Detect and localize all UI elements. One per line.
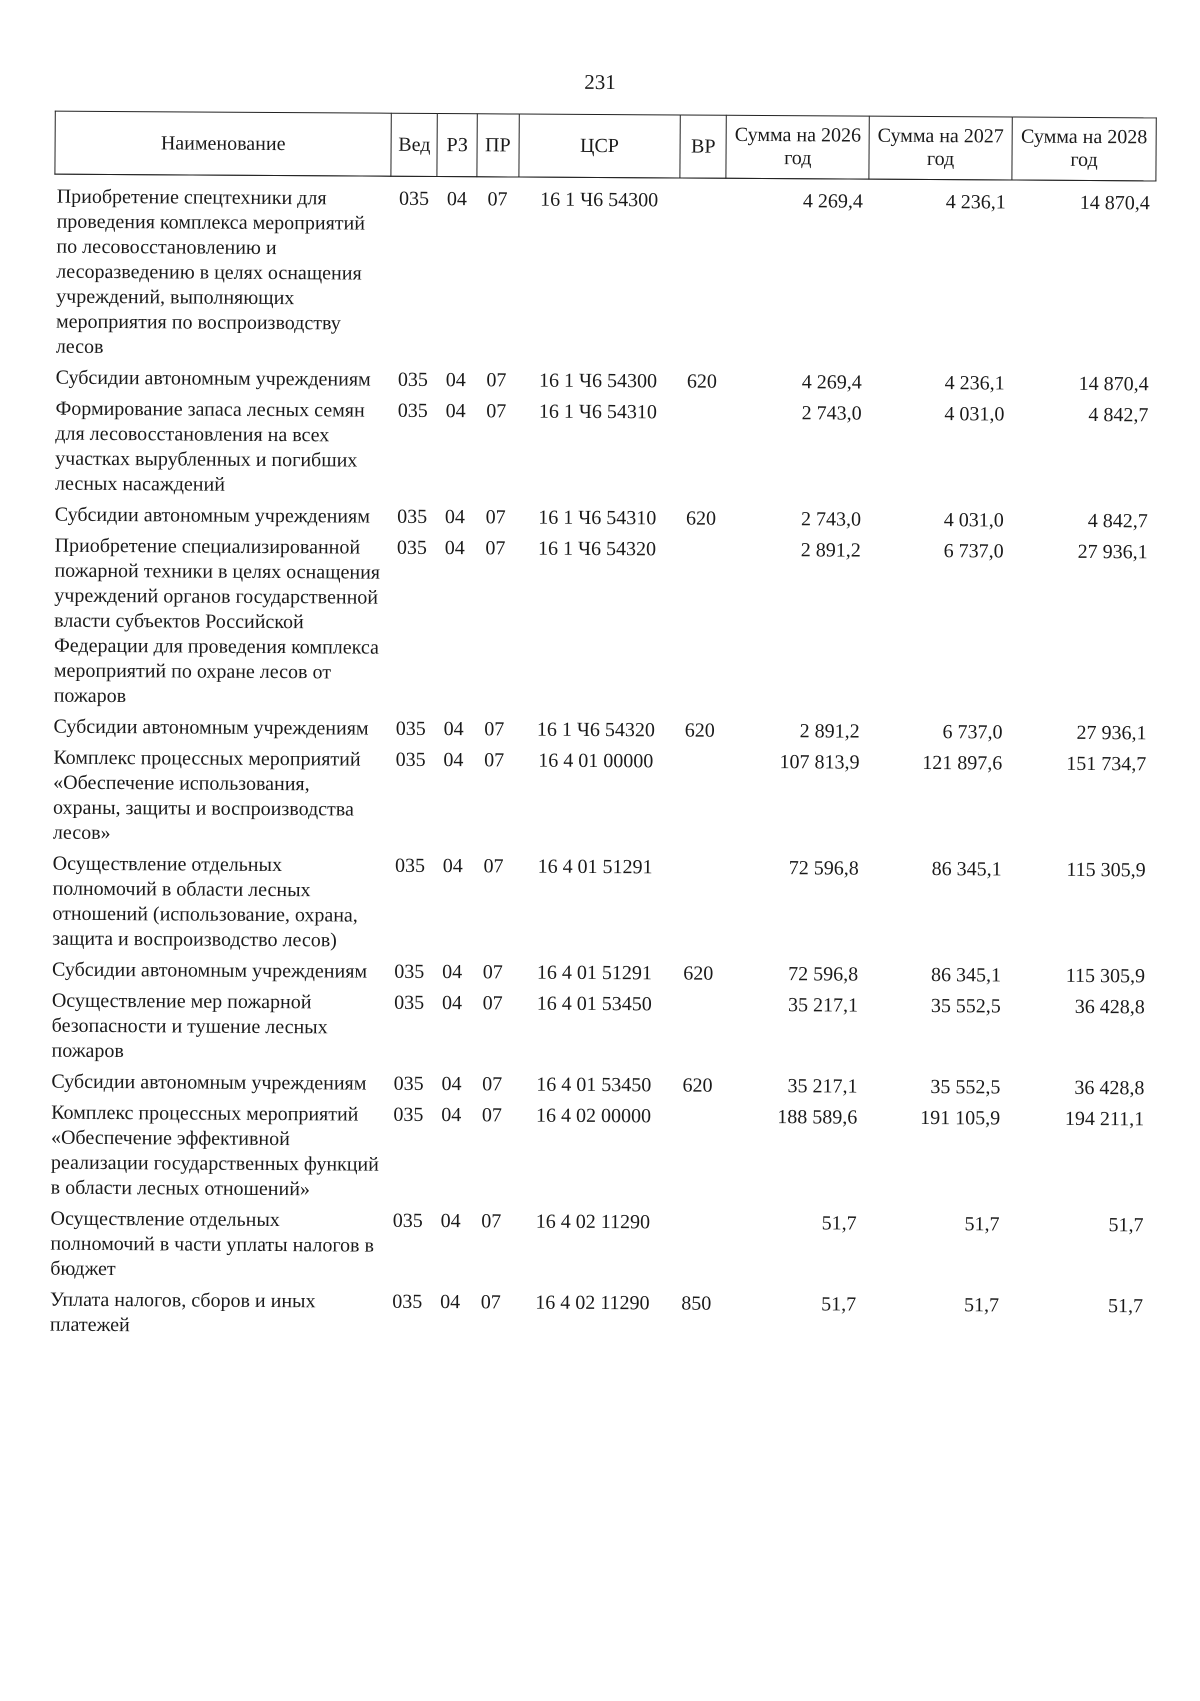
row-csr: 16 1 Ч6 54310: [538, 400, 657, 424]
row-sum-2026: 188 589,6: [777, 1106, 858, 1129]
page-number: 231: [584, 69, 616, 95]
row-ved: 035: [396, 536, 427, 559]
row-rz: 04: [443, 749, 464, 772]
row-sum-2027: 86 345,1: [930, 964, 1002, 987]
row-sum-2026: 72 596,8: [788, 857, 859, 880]
row-sum-2028: 115 305,9: [1066, 858, 1146, 882]
table-row: [50, 846, 1152, 959]
row-sum-2026: 72 596,8: [788, 963, 859, 986]
row-csr: 16 4 01 53450: [536, 1073, 652, 1097]
row-sum-2026: 4 269,4: [801, 371, 862, 394]
header-name: Наименование: [55, 111, 392, 176]
table-body: [48, 174, 1156, 1344]
row-sum-2026: 2 743,0: [800, 508, 862, 531]
row-csr: 16 4 01 51291: [536, 961, 653, 985]
row-ved: 035: [394, 960, 425, 983]
row-sum-2026: 2 891,2: [799, 720, 860, 743]
row-csr: 16 4 02 00000: [536, 1104, 652, 1128]
row-name: Субсидии автономным учреждениям: [54, 503, 370, 528]
row-rz: 04: [440, 1210, 461, 1233]
row-name: Субсидии автономным учреждениям: [55, 366, 371, 391]
row-name: Осуществление мер пожарной безопасности и тушение лесных пожаров: [51, 989, 328, 1063]
row-csr: 16 1 Ч6 54320: [536, 718, 656, 742]
row-csr: 16 4 01 53450: [536, 992, 652, 1016]
row-name: Комплекс процессных мероприятий «Обеспечение эффективной реализации государственных функций в области лесных отношений»: [50, 1101, 379, 1201]
row-rz: 04: [446, 188, 467, 211]
row-ved: 035: [394, 991, 425, 1014]
row-rz: 04: [440, 1291, 461, 1314]
table-row: [49, 983, 1150, 1071]
row-csr: 16 1 Ч6 54310: [538, 506, 657, 530]
row-rz: 04: [444, 537, 465, 560]
row-sum-2028: 36 428,8: [1074, 995, 1145, 1019]
row-sum-2027: 51,7: [963, 1294, 1000, 1317]
table-row: [48, 1282, 1149, 1345]
row-sum-2027: 4 236,1: [945, 191, 1006, 214]
header-ved: Вед: [391, 113, 438, 176]
row-pr: 07: [483, 855, 504, 878]
row-vr: 620: [682, 1074, 713, 1097]
row-rz: 04: [441, 992, 463, 1015]
budget-table: [47, 111, 1156, 1345]
row-ved: 035: [393, 1072, 424, 1095]
header-rz: РЗ: [437, 114, 477, 177]
row-name: Приобретение спецтехники для проведения комплекса мероприятий по лесовосстановлению и лесоразведению в целях оснащения учреждений, выполняющих мероприятия по воспроизводству лесов: [55, 185, 366, 358]
row-vr: 850: [681, 1292, 712, 1315]
row-vr: 620: [685, 507, 717, 530]
row-vr: [675, 986, 722, 1067]
row-sum-2028: 151 734,7: [1066, 752, 1147, 776]
table-row: [51, 740, 1153, 853]
row-sum-2027: 121 897,6: [922, 751, 1003, 775]
row-sum-2028: 51,7: [1107, 1295, 1144, 1318]
row-name: Уплата налогов, сборов и иных платежей: [49, 1288, 316, 1337]
row-sum-2028: 14 870,4: [1079, 191, 1150, 215]
row-sum-2027: 4 031,0: [943, 509, 1004, 532]
table-row: [54, 174, 1156, 366]
row-sum-2026: 4 269,4: [802, 190, 863, 213]
row-vr: 620: [684, 719, 715, 742]
row-name: Субсидии автономным учреждениям: [51, 1070, 367, 1095]
row-csr: 16 1 Ч6 54300: [539, 369, 658, 393]
header-pr: ПР: [477, 114, 519, 177]
row-pr: 07: [482, 992, 503, 1015]
row-sum-2026: 35 217,1: [787, 994, 859, 1017]
row-sum-2026: 2 891,2: [800, 539, 861, 562]
row-name: Субсидии автономным учреждениям: [51, 958, 368, 983]
row-rz: 04: [445, 369, 466, 392]
row-sum-2027: 35 552,5: [930, 1076, 1001, 1099]
row-pr: 07: [482, 1073, 503, 1096]
header-vr: ВР: [680, 115, 727, 178]
header-sum-2028: Сумма на 2028 год: [1012, 117, 1156, 181]
row-sum-2026: 51,7: [821, 1212, 857, 1235]
row-vr: [678, 394, 725, 500]
row-pr: 07: [487, 188, 508, 211]
row-vr: [677, 531, 724, 712]
row-csr: 16 1 Ч6 54300: [540, 188, 659, 212]
row-sum-2027: 6 737,0: [943, 540, 1004, 563]
row-pr: 07: [482, 961, 503, 984]
row-vr: [675, 849, 722, 955]
row-vr: [673, 1204, 720, 1285]
row-sum-2028: 51,7: [1108, 1214, 1144, 1237]
row-name: Комплекс процессных мероприятий «Обеспечение использования, охраны, защиты и воспроизводства лесов»: [52, 746, 361, 845]
row-sum-2026: 35 217,1: [787, 1075, 858, 1098]
row-name: Субсидии автономным учреждениям: [53, 715, 369, 740]
row-sum-2027: 6 737,0: [942, 721, 1003, 744]
row-csr: 16 4 01 51291: [537, 855, 653, 879]
header-sum-2027: Сумма на 2027 год: [869, 116, 1012, 180]
row-ved: 035: [398, 187, 430, 210]
header-row: [55, 111, 1156, 181]
row-ved: 035: [397, 368, 429, 391]
row-sum-2028: 194 211,1: [1064, 1107, 1145, 1131]
row-pr: 07: [486, 400, 507, 423]
row-pr: 07: [484, 718, 505, 741]
row-vr: 620: [686, 370, 717, 393]
row-pr: 07: [485, 506, 506, 529]
row-pr: 07: [481, 1210, 502, 1233]
row-vr: [676, 743, 723, 849]
row-sum-2027: 35 552,5: [930, 995, 1001, 1018]
row-sum-2028: 4 842,7: [1088, 403, 1149, 427]
row-pr: 07: [485, 537, 506, 560]
row-sum-2027: 191 105,9: [920, 1106, 1001, 1130]
row-csr: 16 4 02 11290: [535, 1210, 651, 1234]
row-ved: 035: [392, 1209, 423, 1232]
row-sum-2027: 4 236,1: [944, 372, 1005, 395]
row-rz: 04: [445, 400, 466, 423]
row-rz: 04: [443, 718, 464, 741]
row-sum-2028: 115 305,9: [1065, 964, 1146, 988]
row-ved: 035: [395, 748, 426, 771]
row-rz: 04: [444, 506, 466, 529]
row-rz: 04: [442, 961, 463, 984]
row-pr: 07: [484, 749, 505, 772]
row-vr: 620: [683, 962, 714, 985]
row-name: Осуществление отдельных полномочий в части уплаты налогов в бюджет: [50, 1207, 375, 1281]
row-rz: 04: [442, 855, 463, 878]
row-name: Приобретение специализированной пожарной техники в целях оснащения учреждений органов государственной власти субъектов Российской Федерации для проведения комплекса мероприятий по охране лесов от пожаров: [53, 534, 381, 708]
row-vr: [674, 1098, 721, 1204]
row-ved: 035: [397, 505, 428, 528]
row-ved: 035: [394, 854, 426, 877]
row-sum-2028: 27 936,1: [1077, 540, 1148, 564]
row-sum-2028: 27 936,1: [1076, 721, 1147, 745]
row-rz: 04: [441, 1104, 462, 1127]
row-csr: 16 1 Ч6 54320: [537, 537, 657, 561]
row-sum-2028: 14 870,4: [1078, 372, 1149, 396]
table-row: [49, 1095, 1151, 1208]
row-sum-2027: 86 345,1: [931, 858, 1002, 881]
row-sum-2026: 2 743,0: [801, 402, 862, 425]
header-sum-2026: Сумма на 2026 год: [726, 115, 869, 179]
row-pr: 07: [481, 1104, 503, 1127]
row-ved: 035: [393, 1103, 424, 1126]
row-csr: 16 4 01 00000: [538, 749, 654, 773]
row-sum-2028: 36 428,8: [1074, 1076, 1145, 1100]
row-name: Осуществление отдельных полномочий в области лесных отношений (использование, охрана, защита и воспроизводство лесов): [52, 852, 358, 952]
row-csr: 16 4 02 11290: [535, 1291, 650, 1315]
row-ved: 035: [392, 1290, 423, 1313]
header-csr: ЦСР: [519, 114, 681, 178]
row-sum-2027: 51,7: [964, 1213, 1000, 1236]
table-row: [53, 391, 1155, 504]
row-rz: 04: [441, 1073, 462, 1096]
row-name: Формирование запаса лесных семян для лесовосстановления на всех участках вырубленных и погибших лесных насаждений: [54, 397, 365, 496]
row-vr: [679, 178, 726, 364]
row-sum-2026: 51,7: [821, 1293, 857, 1316]
row-sum-2027: 4 031,0: [944, 403, 1005, 426]
row-sum-2026: 107 813,9: [779, 751, 860, 774]
row-ved: 035: [397, 399, 428, 422]
row-pr: 07: [486, 369, 507, 392]
table-row: [48, 1201, 1149, 1289]
table-header: [55, 111, 1156, 181]
row-sum-2028: 4 842,7: [1087, 509, 1148, 533]
row-ved: 035: [395, 717, 426, 740]
table-row: [52, 528, 1154, 716]
row-pr: 07: [480, 1291, 501, 1314]
